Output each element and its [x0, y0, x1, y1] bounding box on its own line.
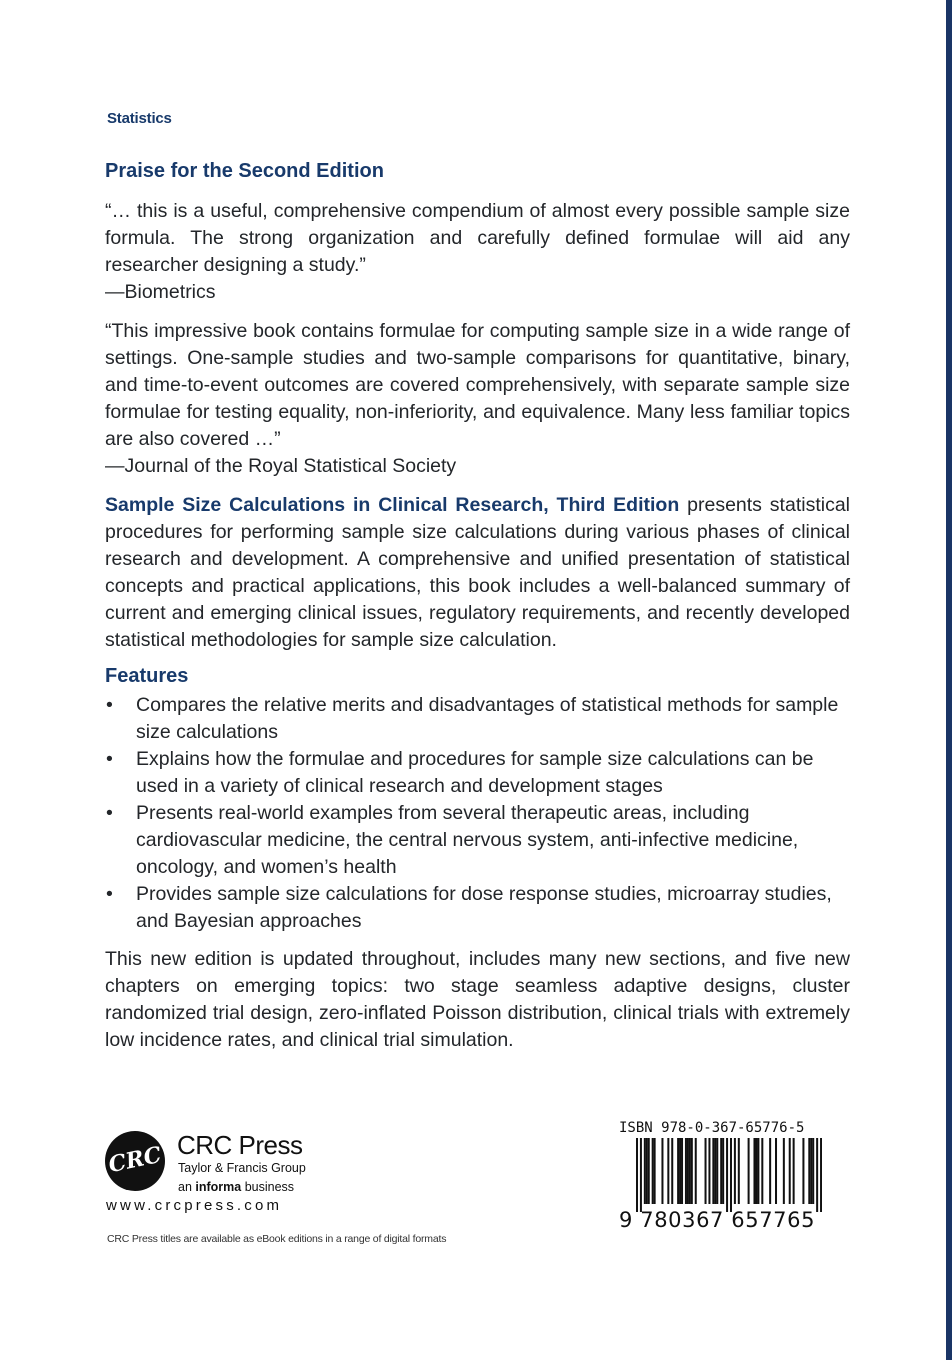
- tagline-bold: informa: [195, 1180, 242, 1194]
- feature-text: Explains how the formulae and procedures for sample size calculations can be used in a variety of clinical research and development stages: [136, 748, 814, 797]
- features-heading: Features: [105, 665, 189, 687]
- barcode-bar: [679, 1138, 681, 1204]
- barcode-bar: [783, 1138, 785, 1204]
- book-title: Sample Size Calculations in Clinical Research, Third Edition: [105, 494, 680, 516]
- feature-item: [105, 881, 850, 935]
- description-text: presents statistical procedures for performing sample size calculations during various phases of clinical research and development. A comprehensive and unified presentation of statistical concepts and practical applications, this book includes a well-balanced summary of current and emerging clinical issues, regulatory requirements, and recently developed statistical methodologies for sample size calculation.: [105, 494, 851, 651]
- barcode-bar: [761, 1138, 763, 1204]
- feature-item: [105, 800, 850, 881]
- barcode-bar: [689, 1138, 691, 1204]
- feature-text: Compares the relative merits and disadvantages of statistical methods for sample size calculations: [136, 694, 839, 743]
- praise-heading: Praise for the Second Edition: [105, 160, 384, 182]
- barcode-bar: [636, 1138, 638, 1212]
- barcode-bar: [808, 1138, 810, 1204]
- barcode-bar: [738, 1138, 740, 1204]
- publisher-website: www.crcpress.com: [106, 1197, 283, 1214]
- barcode-bar: [708, 1138, 710, 1204]
- barcode-bar: [640, 1138, 642, 1212]
- barcode-bar: [687, 1138, 689, 1204]
- isbn-digits: 9 780367 657765: [619, 1208, 816, 1232]
- barcode-bar: [712, 1138, 714, 1204]
- barcode: [636, 1138, 822, 1212]
- barcode-bar: [793, 1138, 795, 1204]
- barcode-bar: [705, 1138, 707, 1204]
- barcode-bar: [716, 1138, 718, 1204]
- publisher-name: CRC Press: [177, 1130, 303, 1160]
- barcode-bar: [714, 1138, 716, 1204]
- barcode-bar: [720, 1138, 722, 1204]
- feature-item: [105, 746, 850, 800]
- logo-text: CRC: [106, 1141, 164, 1179]
- barcode-bar: [812, 1138, 814, 1204]
- barcode-bar: [802, 1138, 804, 1204]
- barcode-bar: [695, 1138, 697, 1204]
- quote-source: —Journal of the Royal Statistical Society: [105, 455, 457, 477]
- book-description: [105, 492, 850, 654]
- spine-edge: [946, 0, 952, 1360]
- barcode-bar: [685, 1138, 687, 1204]
- barcode-bar: [677, 1138, 679, 1204]
- category-label: Statistics: [107, 110, 172, 127]
- barcode-bar: [646, 1138, 648, 1204]
- barcode-bar: [734, 1138, 736, 1204]
- barcode-bar: [644, 1138, 646, 1204]
- barcode-bar: [816, 1138, 818, 1212]
- quote-source: —Biometrics: [105, 281, 216, 303]
- closing-paragraph: This new edition is updated throughout, includes many new sections, and five new chapters on emerging topics: two stage seamless adaptive designs, cluster randomized trial design, zero-inflated Poisson distribution, clinical trials with extremely low incidence rates, and clinical trial simulation.: [105, 948, 850, 1051]
- crc-logo: [105, 1131, 165, 1191]
- barcode-bar: [748, 1138, 750, 1204]
- bullet-icon: •: [106, 883, 113, 905]
- quote-text: “… this is a useful, comprehensive compendium of almost every possible sample size formula. The strong organization and carefully defined formulae will aid any researcher designing a study.”: [105, 200, 850, 276]
- barcode-bar: [789, 1138, 791, 1204]
- barcode-bar: [681, 1138, 683, 1204]
- barcode-bar: [661, 1138, 663, 1204]
- barcode-bar: [667, 1138, 669, 1204]
- publisher-group: Taylor & Francis Group: [178, 1161, 306, 1175]
- barcode-bar: [753, 1138, 755, 1204]
- isbn-label: ISBN 978-0-367-65776-5: [619, 1120, 805, 1136]
- barcode-bar: [726, 1138, 728, 1212]
- barcode-bar: [757, 1138, 759, 1204]
- feature-text: Presents real-world examples from several therapeutic areas, including cardiovascular medicine, the central nervous system, anti-infective medicine, oncology, and women’s health: [136, 802, 799, 878]
- feature-text: Provides sample size calculations for dose response studies, microarray studies, and Bayesian approaches: [136, 883, 832, 932]
- publisher-tagline: [178, 1180, 294, 1194]
- barcode-bar: [654, 1138, 656, 1204]
- barcode-bar: [810, 1138, 812, 1204]
- barcode-bar: [671, 1138, 673, 1204]
- barcode-bar: [820, 1138, 822, 1212]
- review-quote: [105, 318, 850, 480]
- feature-item: [105, 692, 850, 746]
- barcode-bar: [652, 1138, 654, 1204]
- ebook-note: CRC Press titles are available as eBook editions in a range of digital formats: [107, 1233, 447, 1245]
- barcode-bar: [722, 1138, 724, 1204]
- barcode-bar: [730, 1138, 732, 1212]
- barcode-bar: [775, 1138, 777, 1204]
- features-list: [105, 692, 850, 935]
- barcode-bar: [769, 1138, 771, 1204]
- review-quote: [105, 198, 850, 306]
- bullet-icon: •: [106, 802, 113, 824]
- quote-text: “This impressive book contains formulae for computing sample size in a wide range of settings. One-sample studies and two-sample comparisons for quantitative, binary, and time-to-event outcomes are covered comprehensively, with separate sample size formulae for testing equality, non-inferiority, and equivalence. Many less familiar topics are also covered …”: [105, 320, 850, 450]
- barcode-bar: [691, 1138, 693, 1204]
- bullet-icon: •: [106, 748, 113, 770]
- tagline-suffix: business: [241, 1180, 295, 1194]
- tagline-prefix: an: [178, 1180, 196, 1194]
- barcode-bar: [755, 1138, 757, 1204]
- barcode-bar: [648, 1138, 650, 1204]
- bullet-icon: •: [106, 694, 113, 716]
